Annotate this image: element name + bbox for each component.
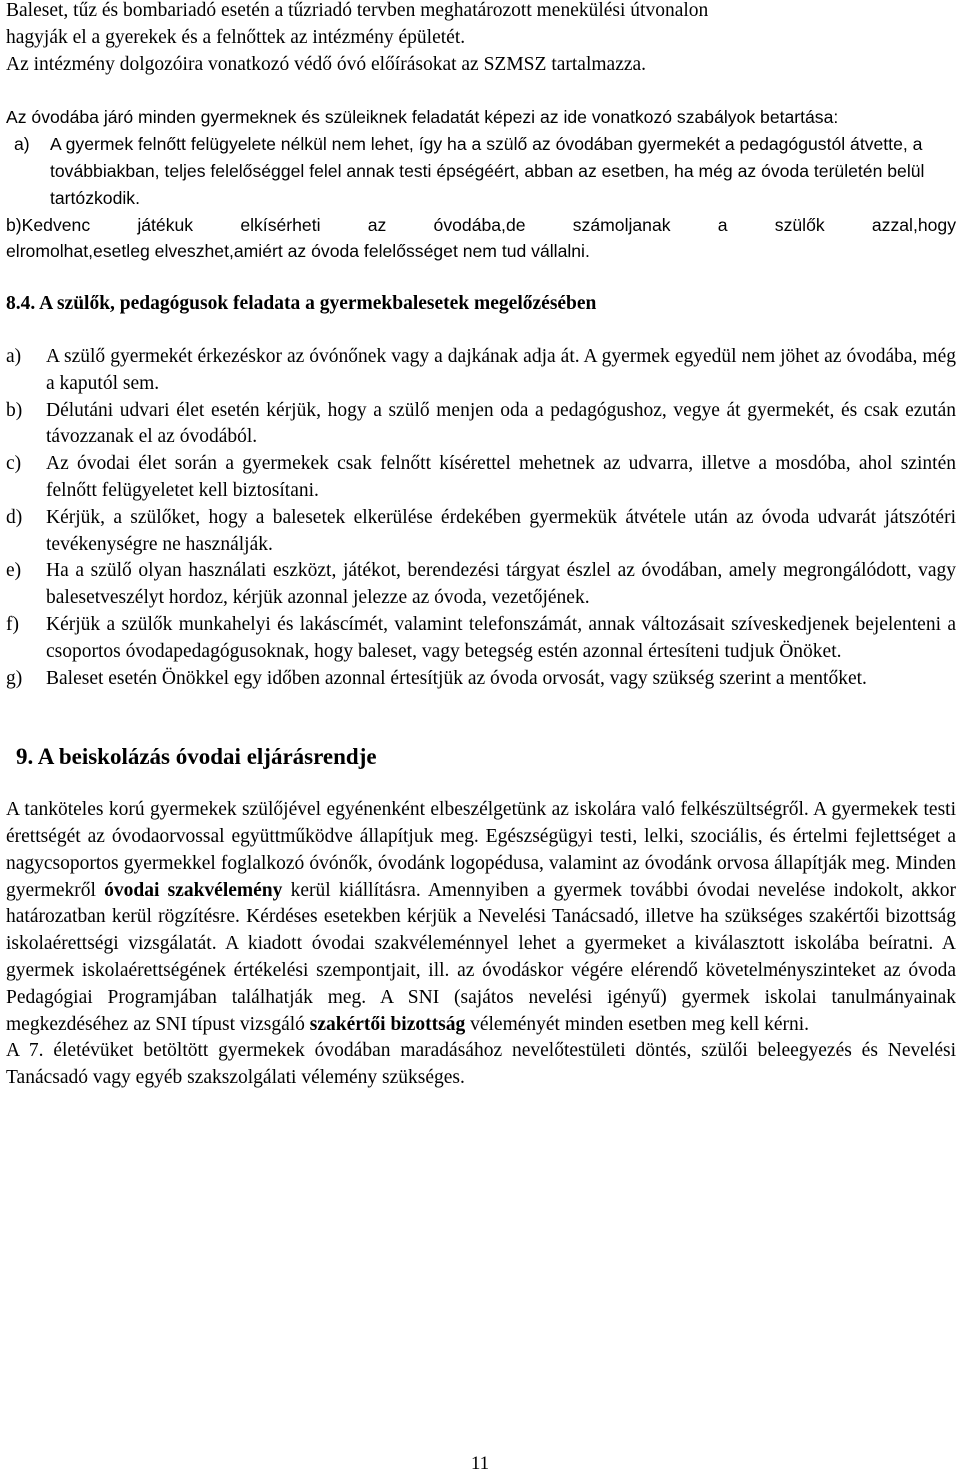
intro-line: Az intézmény dolgozóira vonatkozó védő óvó előírásokat az SZMSZ tartalmazza. (6, 53, 647, 75)
bold-term: óvodai szakvélemény (104, 879, 283, 901)
list-text: Ha a szülő olyan használati eszközt, játékot, berendezési tárgyat észlel az óvodában, amely megrongálódott, vagy balesetveszélyt hordoz, kérjük azonnal jelezze az óvoda, vezetőjének. (46, 560, 956, 609)
page-number: 11 (470, 1453, 490, 1474)
intro-line: hagyják el a gyerekek és a felnőttek az intézmény épületét. (6, 26, 466, 48)
list-item (6, 666, 956, 693)
section-8-4-list (6, 344, 956, 692)
list-text: Baleset esetén Önökkel egy időben azonnal értesítjük az óvoda orvosát, vagy szükség szerint a mentőket. (46, 667, 867, 689)
list-label: g) (6, 667, 23, 689)
list-item (6, 398, 956, 452)
list-text: Az óvodai élet során a gyermekek csak felnőtt kísérettel mehetnek az udvarra, illetve a mosdóba, ahol szintén felnőtt felügyeletet kell biztosítani. (46, 453, 956, 501)
chapter-number: 9. (16, 744, 34, 770)
chapter-title: A beiskolázás óvodai eljárásrendje (37, 744, 377, 770)
list-label: e) (6, 560, 22, 582)
list-item (6, 505, 956, 559)
list-text: Délutáni udvari élet esetén kérjük, hogy a szülő menjen oda a pedagógushoz, vegye át gyermekét, és csak ezután távozzanak el az óvodából. (46, 399, 956, 448)
list-text: A szülő gyermekét érkezéskor az óvónőnek vagy a dajkának adja át. A gyermek egyedül nem jöhet az óvodába, még a kaputól sem. (46, 345, 956, 394)
intro-block (6, 0, 956, 78)
list-label: c) (6, 453, 22, 475)
parent-rule-b-line: elromolhat,esetleg elveszhet,amiért az óvoda felelősséget nem tud vállalni. (6, 241, 590, 262)
list-item (6, 344, 956, 398)
section-number: 8.4. (6, 293, 36, 315)
list-text: A gyermek felnőtt felügyelete nélkül nem lehet, így ha a szülő az óvodában gyermekét a pedagógustól átvette, a továbbiakban, teljes felelőséggel felel annak testi épségéért, abban az esetben, ha még az óvoda területén belül tartózkodik. (50, 134, 925, 208)
list-label: d) (6, 506, 23, 528)
list-item (6, 558, 956, 612)
paragraph-text: A tanköteles korú gyermekek szülőjével egyénenként elbeszélgetünk az iskolára való felkészültségről. A gyermekek testi érettségét az óvodaorvossal együttműködve állapítjuk meg. Egészségügyi testi, lelki, szociális, és értelmi fejlettséget a nagycsoportos gyermekkel foglalkozó óvónők, óvodánk logopédusa, valamint az óvodánk orvosa állapítják meg. Minden gyermekről (6, 799, 956, 901)
intro-line: Baleset, tűz és bombariadó esetén a tűzriadó tervben meghatározott menekülési útvonalon (6, 0, 709, 21)
list-item (6, 612, 956, 666)
section-8-4 (6, 291, 956, 692)
chapter-heading (16, 744, 956, 771)
bold-term: szakértői bizottság (309, 1013, 466, 1035)
list-text: Kérjük a szülők munkahelyi és lakáscímét, valamint telefonszámát, annak változásait szíveskedjenek bejelenteni a csoportos óvodapedagógusoknak, hogy baleset, vagy betegség estén azonnal értesíteni tudjuk Önöket. (46, 613, 956, 662)
body-paragraph: A 7. életévüket betöltött gyermekek óvodában maradásához nevelőtestületi döntés, szülői beleegyezés és Nevelési Tanácsadó vagy egyéb szakszolgálati vélemény szükséges. (6, 1040, 956, 1089)
body-paragraph (6, 797, 956, 1038)
list-label: b) (6, 399, 23, 421)
list-text: Kérjük, a szülőket, hogy a balesetek elkerülése érdekében gyermekük átvétele után az óvoda udvarát játszótéri tevékenységre ne használják. (46, 506, 956, 555)
parent-rule-item (14, 131, 956, 211)
section-heading (6, 291, 956, 318)
paragraph-text: véleményét minden esetben meg kell kérni. (465, 1013, 810, 1035)
parent-rule-b-line: b)Kedvenc játékuk elkísérheti az óvodába,de számoljanak a szülők azzal,hogy (6, 214, 956, 235)
paragraph-text: kerül kiállításra. Amennyiben a gyermek további óvodai nevelése indokolt, akkor határozatban kerül rögzítésre. Kérdéses esetekben kérjük a Nevelési Tanácsadó, illetve ha szükséges szakértői bizottság iskolaérettségi vizsgálatát. A kiadott óvodai szakvéleménnyel lehet a gyermeket a kiválasztott iskolába beíratni. A gyermek iskolaérettségének értékelési szempontjait, ill. az óvodáskor végére elérendő követelményszinteket az óvoda Pedagógiai Programjában találhatják meg. A SNI (sajátos nevelési igényű) gyermek iskolai tanulmányainak megkezdéséhez az SNI típust vizsgáló (6, 879, 956, 1035)
section-9 (6, 744, 956, 1092)
section-title: A szülők, pedagógusok feladata a gyermekbalesetek megelőzésében (39, 293, 597, 315)
list-label: f) (6, 613, 19, 635)
list-label: a) (6, 345, 22, 367)
list-item (6, 451, 956, 505)
list-label: a) (14, 134, 30, 155)
parent-rules-lead: Az óvodába járó minden gyermeknek és szüleiknek feladatát képezi az ide vonatkozó szabályok betartása: (6, 107, 839, 128)
document-page (6, 0, 956, 1092)
parent-rules-block (6, 104, 956, 265)
